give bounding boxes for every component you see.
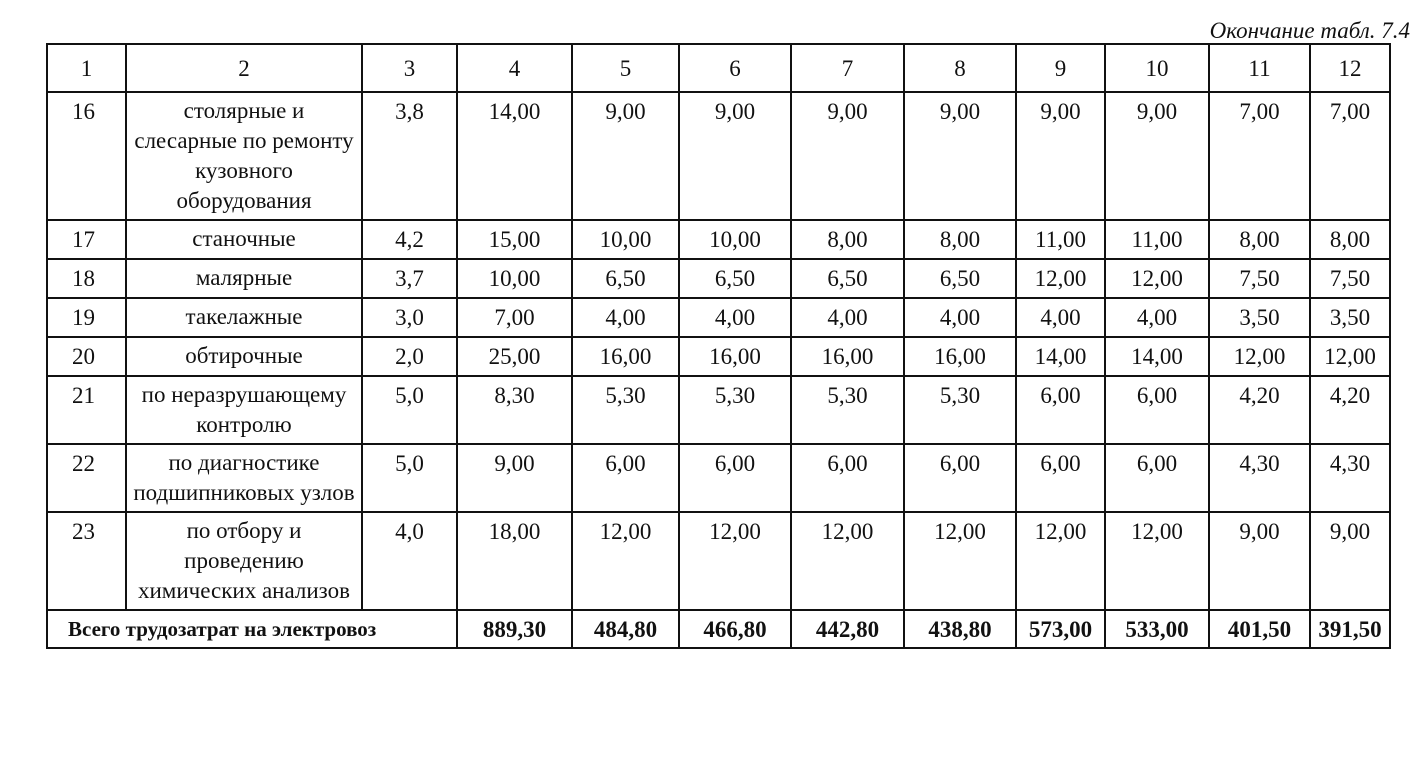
work-type-cell: малярные (126, 259, 362, 298)
row-number-cell: 22 (47, 444, 126, 512)
value-cell: 9,00 (572, 92, 679, 220)
coefficient-cell: 2,0 (362, 337, 457, 376)
value-cell: 12,00 (679, 512, 791, 610)
value-cell: 6,50 (572, 259, 679, 298)
header-cell: 7 (791, 44, 904, 92)
header-cell: 9 (1016, 44, 1105, 92)
value-cell: 6,00 (679, 444, 791, 512)
work-type-cell: по диагностике подшипниковых узлов (126, 444, 362, 512)
value-cell: 16,00 (572, 337, 679, 376)
value-cell: 18,00 (457, 512, 572, 610)
table-row (47, 259, 1390, 298)
value-cell: 7,50 (1209, 259, 1310, 298)
value-cell: 9,00 (1105, 92, 1209, 220)
work-type-cell: такелажные (126, 298, 362, 337)
value-cell: 5,30 (904, 376, 1016, 444)
total-value: 889,30 (457, 610, 572, 648)
value-cell: 15,00 (457, 220, 572, 259)
value-cell: 14,00 (1105, 337, 1209, 376)
value-cell: 10,00 (679, 220, 791, 259)
value-cell: 7,00 (1209, 92, 1310, 220)
value-cell: 12,00 (791, 512, 904, 610)
value-cell: 5,30 (572, 376, 679, 444)
value-cell: 10,00 (572, 220, 679, 259)
value-cell: 4,20 (1310, 376, 1390, 444)
coefficient-cell: 4,2 (362, 220, 457, 259)
value-cell: 12,00 (1209, 337, 1310, 376)
table-caption: Окончание табл. 7.4 (1209, 18, 1410, 43)
row-number-cell: 17 (47, 220, 126, 259)
total-value: 573,00 (1016, 610, 1105, 648)
value-cell: 12,00 (1105, 512, 1209, 610)
value-cell: 6,00 (791, 444, 904, 512)
value-cell: 4,00 (791, 298, 904, 337)
value-cell: 6,50 (904, 259, 1016, 298)
header-cell: 8 (904, 44, 1016, 92)
header-cell: 4 (457, 44, 572, 92)
coefficient-cell: 3,8 (362, 92, 457, 220)
value-cell: 14,00 (457, 92, 572, 220)
value-cell: 5,30 (679, 376, 791, 444)
table-row (47, 512, 1390, 610)
row-number-cell: 23 (47, 512, 126, 610)
total-value: 484,80 (572, 610, 679, 648)
value-cell: 6,00 (1105, 444, 1209, 512)
value-cell: 9,00 (904, 92, 1016, 220)
value-cell: 7,00 (457, 298, 572, 337)
value-cell: 8,00 (1209, 220, 1310, 259)
value-cell: 11,00 (1105, 220, 1209, 259)
value-cell: 7,50 (1310, 259, 1390, 298)
value-cell: 12,00 (1016, 512, 1105, 610)
value-cell: 9,00 (679, 92, 791, 220)
row-number-cell: 21 (47, 376, 126, 444)
table-row (47, 220, 1390, 259)
row-number-cell: 18 (47, 259, 126, 298)
total-value: 442,80 (791, 610, 904, 648)
value-cell: 12,00 (1016, 259, 1105, 298)
value-cell: 9,00 (1310, 512, 1390, 610)
work-type-cell: обтирочные (126, 337, 362, 376)
value-cell: 11,00 (1016, 220, 1105, 259)
total-value: 438,80 (904, 610, 1016, 648)
value-cell: 4,20 (1209, 376, 1310, 444)
value-cell: 5,30 (791, 376, 904, 444)
value-cell: 8,30 (457, 376, 572, 444)
labor-table (46, 43, 1391, 649)
coefficient-cell: 5,0 (362, 376, 457, 444)
coefficient-cell: 3,7 (362, 259, 457, 298)
table-row (47, 337, 1390, 376)
value-cell: 7,00 (1310, 92, 1390, 220)
value-cell: 4,00 (679, 298, 791, 337)
value-cell: 6,50 (679, 259, 791, 298)
total-row (47, 610, 1390, 648)
value-cell: 3,50 (1209, 298, 1310, 337)
value-cell: 16,00 (791, 337, 904, 376)
value-cell: 4,30 (1310, 444, 1390, 512)
value-cell: 6,00 (1016, 376, 1105, 444)
coefficient-cell: 4,0 (362, 512, 457, 610)
header-cell: 1 (47, 44, 126, 92)
value-cell: 8,00 (1310, 220, 1390, 259)
header-cell: 10 (1105, 44, 1209, 92)
value-cell: 12,00 (904, 512, 1016, 610)
value-cell: 12,00 (572, 512, 679, 610)
value-cell: 9,00 (791, 92, 904, 220)
value-cell: 3,50 (1310, 298, 1390, 337)
work-type-cell: станочные (126, 220, 362, 259)
header-cell: 5 (572, 44, 679, 92)
row-number-cell: 16 (47, 92, 126, 220)
total-label: Всего трудозатрат на электровоз (47, 610, 457, 648)
value-cell: 6,00 (1016, 444, 1105, 512)
total-value: 466,80 (679, 610, 791, 648)
row-number-cell: 20 (47, 337, 126, 376)
table-row (47, 444, 1390, 512)
total-value: 391,50 (1310, 610, 1390, 648)
value-cell: 4,00 (904, 298, 1016, 337)
value-cell: 14,00 (1016, 337, 1105, 376)
header-cell: 12 (1310, 44, 1390, 92)
header-cell: 11 (1209, 44, 1310, 92)
value-cell: 6,50 (791, 259, 904, 298)
header-row (47, 44, 1390, 92)
work-type-cell: по неразрушающему контролю (126, 376, 362, 444)
value-cell: 12,00 (1310, 337, 1390, 376)
value-cell: 6,00 (1105, 376, 1209, 444)
value-cell: 9,00 (457, 444, 572, 512)
value-cell: 4,00 (572, 298, 679, 337)
table-row (47, 376, 1390, 444)
value-cell: 6,00 (904, 444, 1016, 512)
value-cell: 10,00 (457, 259, 572, 298)
row-number-cell: 19 (47, 298, 126, 337)
total-value: 533,00 (1105, 610, 1209, 648)
value-cell: 8,00 (791, 220, 904, 259)
coefficient-cell: 5,0 (362, 444, 457, 512)
work-type-cell: по отбору и проведению химических анализов (126, 512, 362, 610)
value-cell: 4,30 (1209, 444, 1310, 512)
value-cell: 9,00 (1209, 512, 1310, 610)
header-cell: 6 (679, 44, 791, 92)
value-cell: 6,00 (572, 444, 679, 512)
value-cell: 4,00 (1016, 298, 1105, 337)
work-type-cell: столярные и слесарные по ремонту кузовного оборудования (126, 92, 362, 220)
table-row (47, 92, 1390, 220)
value-cell: 16,00 (904, 337, 1016, 376)
value-cell: 9,00 (1016, 92, 1105, 220)
total-value: 401,50 (1209, 610, 1310, 648)
value-cell: 12,00 (1105, 259, 1209, 298)
header-cell: 3 (362, 44, 457, 92)
value-cell: 4,00 (1105, 298, 1209, 337)
coefficient-cell: 3,0 (362, 298, 457, 337)
table-row (47, 298, 1390, 337)
value-cell: 8,00 (904, 220, 1016, 259)
value-cell: 16,00 (679, 337, 791, 376)
value-cell: 25,00 (457, 337, 572, 376)
header-cell: 2 (126, 44, 362, 92)
